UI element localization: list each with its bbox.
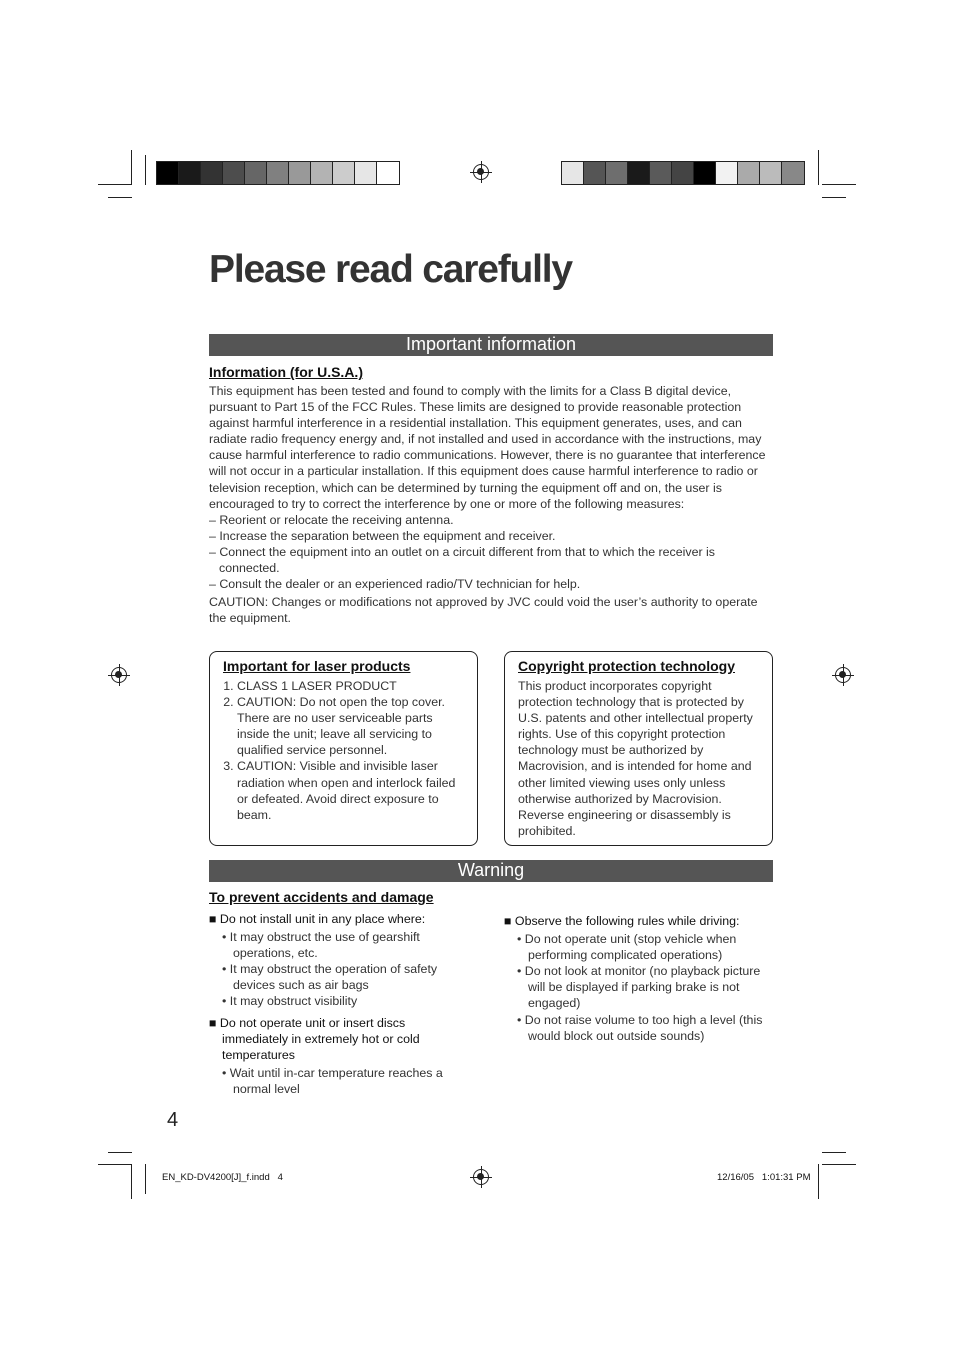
laser-item: 1. CLASS 1 LASER PRODUCT [237, 678, 467, 694]
laser-products-list [223, 678, 467, 823]
color-swatch [716, 162, 738, 184]
copyright-protection-box [504, 651, 773, 846]
color-swatch [267, 162, 289, 184]
color-swatch [672, 162, 694, 184]
color-swatch [628, 162, 650, 184]
section-header-important-information: Important information [209, 334, 773, 356]
registration-mark-icon [473, 1169, 489, 1185]
warning-item: ■ Do not operate unit or insert discs immediately in extremely hot or cold temperatures [209, 1015, 420, 1062]
warning-bullet: • Wait until in-car temperature reaches a normal level [222, 1065, 443, 1096]
crop-mark [108, 197, 132, 198]
crop-mark [98, 184, 132, 185]
usa-information-heading: Information (for U.S.A.) [209, 364, 363, 380]
usa-information-section [209, 364, 773, 626]
crop-mark [822, 1152, 846, 1153]
warning-sub-heading: To prevent accidents and damage [209, 889, 434, 905]
color-swatch [355, 162, 377, 184]
color-swatch [562, 162, 584, 184]
crop-mark [108, 1152, 132, 1153]
color-swatch [201, 162, 223, 184]
color-swatch [606, 162, 628, 184]
color-swatch [782, 162, 804, 184]
crop-mark [818, 150, 819, 185]
measure-item: – Increase the separation between the equipment and receiver. [209, 528, 556, 543]
color-swatch [694, 162, 716, 184]
warning-bullet: • It may obstruct visibility [222, 994, 358, 1009]
warning-bullet: • It may obstruct the use of gearshift operations, etc. [222, 930, 420, 961]
warning-right-column [504, 913, 766, 1044]
footer-timestamp: 12/16/05 1:01:31 PM [717, 1172, 811, 1183]
color-bar-left [156, 161, 400, 185]
fcc-caution: CAUTION: Changes or modifications not approved by JVC could void the user’s authority to operate the equipment. [209, 595, 758, 626]
measure-item: – Connect the equipment into an outlet on a circuit different from that to which the receiver is connected. [209, 544, 716, 576]
color-swatch [223, 162, 245, 184]
measure-item: – Consult the dealer or an experienced radio/TV technician for help. [209, 577, 581, 592]
color-swatch [584, 162, 606, 184]
page-title: Please read carefully [209, 248, 572, 291]
warning-left-column [209, 889, 459, 1097]
crop-mark [822, 197, 846, 198]
copyright-heading: Copyright protection technology [518, 658, 735, 674]
laser-item: 2. CAUTION: Do not open the top cover. There are no user serviceable parts inside the unit; leave all servicing to qualified service personnel. [237, 694, 467, 758]
warning-item: ■ Do not install unit in any place where: [209, 912, 426, 926]
color-swatch [157, 162, 179, 184]
page-number: 4 [167, 1109, 179, 1131]
color-swatch [245, 162, 267, 184]
color-swatch [377, 162, 399, 184]
color-swatch [333, 162, 355, 184]
crop-mark [818, 1164, 819, 1199]
warning-bullet: • Do not operate unit (stop vehicle when performing complicated operations) [517, 932, 737, 963]
warning-bullet: • Do not raise volume to too high a level (this would block out outside sounds) [517, 1012, 763, 1043]
laser-products-heading: Important for laser products [223, 658, 411, 674]
crop-mark [145, 1164, 146, 1194]
copyright-body: This product incorporates copyright protection technology that is protected by U.S. patents and other intellectual property rights. Use of this copyright protection technology must be authorized by Macrovision, and is intended for home and other limited viewing uses only unless otherwise authorized by Macrovision. Reverse engineering or disassembly is prohibited. [518, 679, 753, 838]
crop-mark [822, 184, 856, 185]
color-swatch [650, 162, 672, 184]
crop-mark [822, 1164, 856, 1165]
color-swatch [311, 162, 333, 184]
measure-item: – Reorient or relocate the receiving antenna. [209, 512, 454, 527]
color-swatch [289, 162, 311, 184]
usa-information-body: This equipment has been tested and found to comply with the limits for a Class B digital device, pursuant to Part 15 of the FCC Rules. These limits are designed to provide reasonable protection against harmful interference in a residential installation. This equipment generates, uses, and can radiate radio frequency energy and, if not installed and used in accordance with the instructions, may cause harmful interference to radio communications. However, there is no guarantee that interference will not occur in a particular installation. If this equipment does cause harmful interference to radio or television reception, which can be determined by turning the equipment off and on, the user is encouraged to try to correct the interference by one or more of the following measures: [209, 384, 766, 511]
footer-file-name: EN_KD-DV4200[J]_f.indd 4 [162, 1172, 283, 1183]
crop-mark [145, 155, 146, 185]
color-swatch [738, 162, 760, 184]
crop-mark [98, 1164, 132, 1165]
color-bar-right [561, 161, 805, 185]
crop-mark [131, 150, 132, 185]
warning-item: ■ Observe the following rules while driving: [504, 914, 740, 928]
warning-bullet: • It may obstruct the operation of safety devices such as air bags [222, 962, 438, 993]
registration-mark-icon [473, 164, 489, 180]
registration-mark-icon [111, 667, 127, 683]
crop-mark [131, 1164, 132, 1199]
warning-bullet: • Do not look at monitor (no playback picture will be displayed if parking brake is not engaged) [517, 964, 761, 1011]
color-swatch [760, 162, 782, 184]
laser-products-box [209, 651, 478, 846]
color-swatch [179, 162, 201, 184]
section-header-warning: Warning [209, 860, 773, 882]
laser-item: 3. CAUTION: Visible and invisible laser radiation when open and interlock failed or defeated. Avoid direct exposure to beam. [237, 758, 467, 822]
registration-mark-icon [835, 667, 851, 683]
